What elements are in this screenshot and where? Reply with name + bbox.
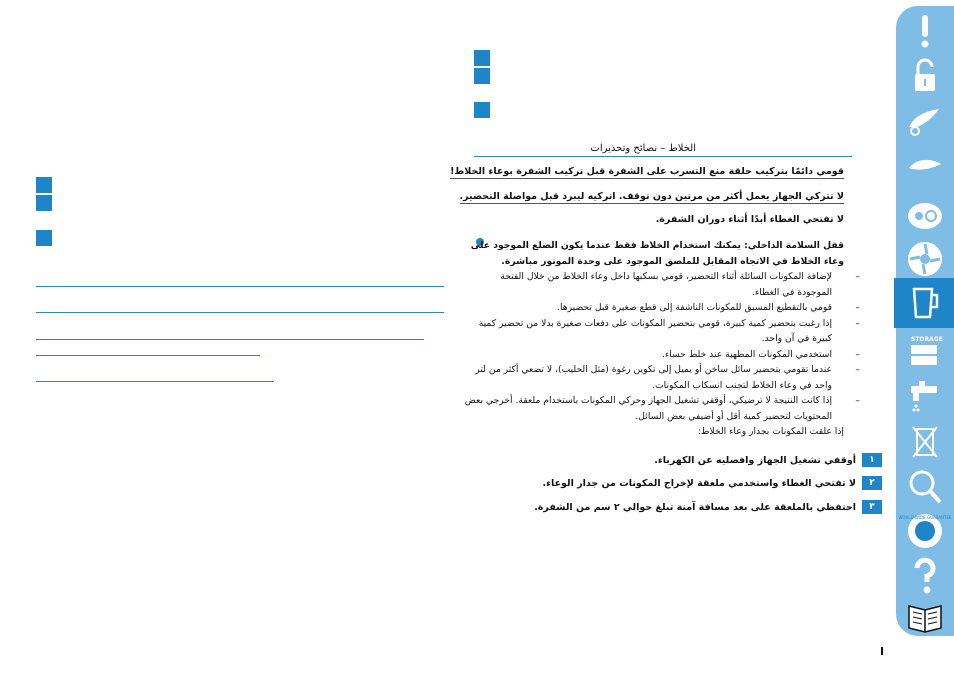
right-marker-2 xyxy=(474,68,490,84)
left-rule-2 xyxy=(36,312,444,313)
step-number: ١ xyxy=(862,453,882,467)
step-3 xyxy=(534,500,882,514)
globe-guarantee-icon xyxy=(898,511,952,551)
right-marker-3 xyxy=(474,102,490,118)
stuck-intro: إذا علقت المكونات بجدار وعاء الخلاط: xyxy=(697,426,844,437)
safety-lock-tip: قفل السلامة الداخلي: يمكنك استخدام الخلاط فقط عندما يكون الضلع الموجود على وعاء الخلاط في الاتجاه المقابل للملصق الموجود على وحدة الموتور مباشرة. xyxy=(470,240,844,267)
tab-safety[interactable] xyxy=(896,51,954,101)
left-rule-5 xyxy=(36,381,274,382)
tip-item: – استخدمي المكونات المطهية عند خلط حساء. xyxy=(464,347,844,363)
right-marker-1 xyxy=(474,50,490,66)
fish-icon xyxy=(905,146,945,186)
sidebar-nav xyxy=(896,6,954,636)
section-title: الخلاط – نصائح وتحذيرات xyxy=(590,143,696,154)
left-rule-1 xyxy=(36,286,444,287)
left-rule-3 xyxy=(36,339,424,340)
warning-lid: لا تفتحي الغطاء أبدًا أثناء دوران الشفرة. xyxy=(655,214,844,225)
tab-cleaning[interactable] xyxy=(896,371,954,421)
tab-warnings[interactable] xyxy=(896,6,954,56)
left-marker-1 xyxy=(36,177,52,193)
title-rule xyxy=(474,156,852,157)
question-icon xyxy=(905,556,945,596)
fan-icon xyxy=(905,239,945,279)
warning-run-time: لا تتركي الجهاز يعمل أكثر من مرتين دون توقف. اتركيه ليبرد قبل مواصلة التحضير. xyxy=(459,191,844,202)
disposal-icon xyxy=(905,421,945,461)
warning-seal-ring: قومي دائمًا بتركيب حلقة منع التسرب على الشفرة قبل تركيب الشفرة بوعاء الخلاط! xyxy=(450,166,844,177)
page-number: I xyxy=(880,645,885,658)
step-number: ٣ xyxy=(862,500,882,514)
blender-jug-icon xyxy=(904,283,944,323)
storage-label: STORAGE xyxy=(911,336,943,343)
step-number: ٢ xyxy=(862,476,882,490)
tip-item: – قومي بالتقطيع المسبق للمكونات الناشفة إلى قطع صغيرة قبل تحضيرها. xyxy=(464,300,844,316)
left-marker-2 xyxy=(36,195,52,211)
step-2 xyxy=(543,476,882,490)
tab-whisk[interactable] xyxy=(896,96,954,146)
manual-book-icon xyxy=(905,596,945,636)
tab-manual[interactable] xyxy=(896,591,954,641)
tips-list xyxy=(464,238,844,440)
storage-icon xyxy=(905,331,945,371)
tip-item: – عندما تقومي بتحضير سائل ساخن أو يميل إلى تكوين رغوة (مثل الحليب)، لا تضعي أكثر من لتر واحد في وعاء الخلاط لتجنب انسكاب المكونات. xyxy=(464,362,844,393)
step-text: احتفظي بالملعقة على بعد مسافة آمنة تبلغ حوالي ٢ سم من الشفرة. xyxy=(534,501,856,513)
tab-guarantee[interactable] xyxy=(896,506,954,556)
step-text: لا تفتحي الغطاء واستخدمي ملعقة لإخراج المكونات من جدار الوعاء. xyxy=(542,477,856,489)
step-1 xyxy=(654,453,882,467)
bird-icon xyxy=(905,101,945,141)
left-rule-4 xyxy=(36,355,260,356)
step-text: أوقفي تشغيل الجهاز وافصليه عن الكهرباء. xyxy=(654,454,856,466)
left-marker-3 xyxy=(36,230,52,246)
tip-item: – لإضافة المكونات السائلة أثناء التحضير، قومي بسكبها داخل وعاء الخلاط من خلال الفتحة الموجودة في الغطاء. xyxy=(464,269,844,300)
padlock-icon xyxy=(905,56,945,96)
exclamation-icon xyxy=(905,11,945,51)
guarantee-label: WORLD-WIDE GUARANTEE xyxy=(898,515,952,520)
tip-item: – إذا رغبت بتحضير كمية كبيرة، قومي بتحضير المكونات على دفعات صغيرة بدلا من تحضير كمية كبيرة في آن واحد. xyxy=(464,316,844,347)
tab-troubleshooting[interactable] xyxy=(896,461,954,511)
food-processor-icon xyxy=(905,196,945,236)
magnifier-icon xyxy=(905,466,945,506)
tip-item: – إذا كانت النتيجة لا ترضيكي، أوقفي تشغيل الجهاز وحركي المكونات باستخدام ملعقة. أخرجي بعض المحتويات لتحضير كمية أقل أو أضيفي بعض السائل. xyxy=(464,393,844,424)
tab-environment[interactable] xyxy=(896,416,954,466)
faucet-icon xyxy=(905,376,945,416)
tab-kneading[interactable] xyxy=(896,141,954,191)
tab-storage[interactable] xyxy=(896,326,954,376)
tab-blender[interactable] xyxy=(894,278,954,328)
tab-cutting[interactable] xyxy=(896,234,954,284)
